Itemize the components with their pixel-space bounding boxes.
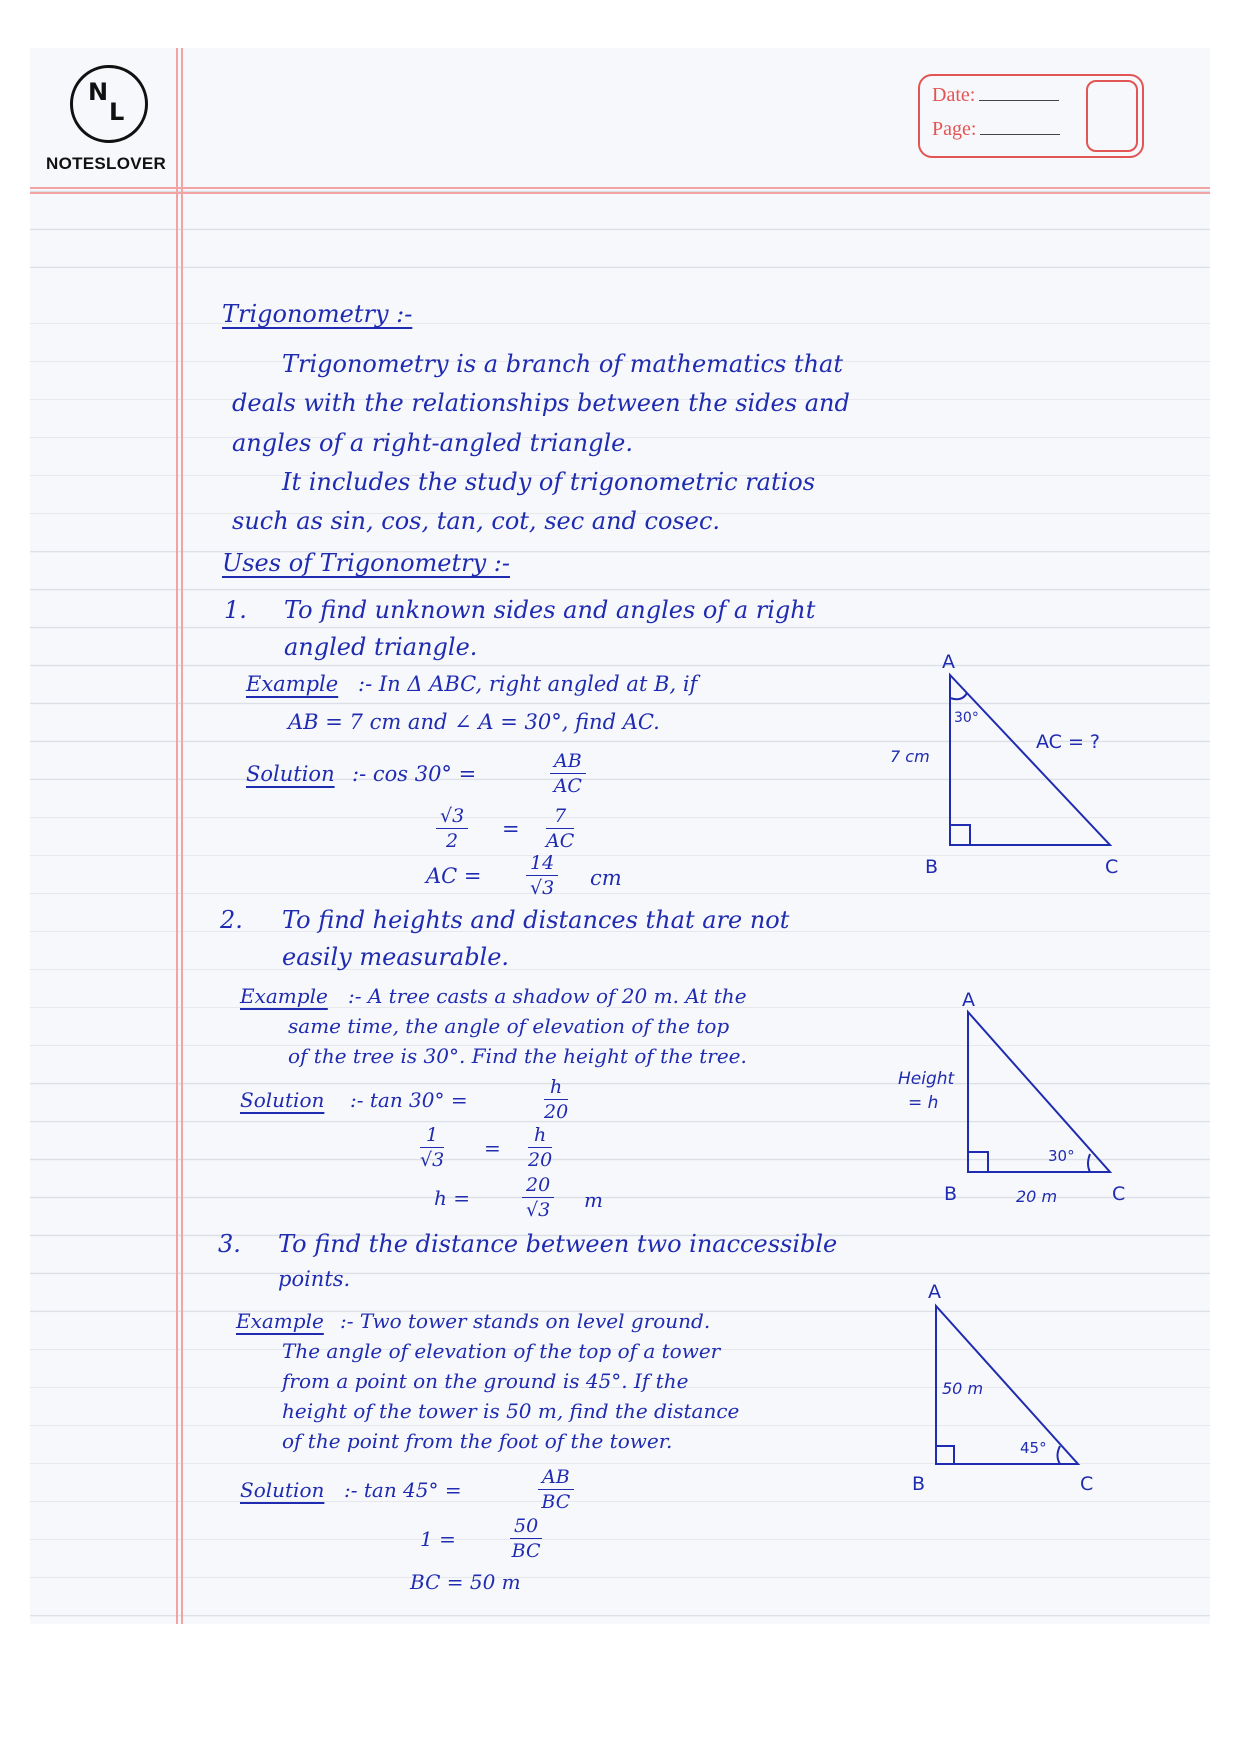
example-label: Example — [246, 672, 339, 696]
example-text: from a point on the ground is 45°. If the — [282, 1369, 689, 1393]
angle-label: 45° — [1020, 1439, 1047, 1457]
solution-label: Solution — [240, 1088, 325, 1112]
intro-line: It includes the study of trigonometric ratios — [282, 468, 816, 496]
solution-step: :- cos 30° = — [352, 762, 477, 786]
page-field: Page: — [932, 118, 1060, 141]
uses-heading: Uses of Trigonometry :- — [222, 549, 510, 577]
header-line — [30, 192, 1210, 194]
item-number: 3. — [218, 1230, 241, 1258]
equals-sign: = — [484, 1136, 501, 1160]
noteslover-logo: N L — [70, 65, 148, 143]
solution-step: 1 = — [420, 1527, 456, 1551]
item-text: To find heights and distances that are not — [282, 906, 790, 934]
page-title: Trigonometry :- — [222, 300, 413, 328]
item-text: points. — [278, 1267, 351, 1291]
vertex-b-label: B — [912, 1473, 926, 1495]
example-text: :- In Δ ABC, right angled at B, if — [358, 672, 698, 696]
solution-step: AC = — [426, 864, 482, 888]
vertex-c-label: C — [1080, 1473, 1094, 1495]
solution-label: Solution — [240, 1478, 325, 1502]
item-number: 1. — [224, 596, 247, 624]
unit: cm — [590, 866, 622, 890]
vertex-c-label: C — [1105, 856, 1119, 878]
angle-label: 30° — [1048, 1147, 1075, 1165]
fraction: $\frac{AB}{BC}$ — [538, 1466, 574, 1513]
date-page-box — [918, 74, 1144, 158]
vertex-a-label: A — [928, 1281, 941, 1303]
vertex-b-label: B — [925, 856, 939, 878]
intro-line: such as sin, cos, tan, cot, sec and cosec. — [232, 507, 721, 535]
example-text: height of the tower is 50 m, find the distance — [282, 1399, 740, 1423]
fraction: $\frac{√3}{2}$ — [436, 805, 468, 852]
fraction: $\frac{1}{√3}$ — [420, 1124, 445, 1171]
example-text: same time, the angle of elevation of the top — [288, 1014, 730, 1038]
fraction: $\frac{h}{20}$ — [544, 1076, 569, 1123]
solution-step: BC = 50 m — [410, 1570, 521, 1594]
example-label: Example — [240, 984, 328, 1008]
date-box-tab — [1086, 80, 1138, 152]
solution-step: :- tan 30° = — [350, 1088, 468, 1112]
vertex-b-label: B — [944, 1183, 958, 1205]
triangle-figure-1 — [880, 650, 1140, 880]
side-label: 7 cm — [890, 747, 930, 766]
fraction: $\frac{14}{√3}$ — [526, 852, 558, 899]
item-text: To find unknown sides and angles of a right — [284, 596, 816, 624]
solution-step: :- tan 45° = — [344, 1478, 462, 1502]
example-text: :- A tree casts a shadow of 20 m. At the — [348, 984, 747, 1008]
equals-sign: = — [502, 817, 520, 841]
height-value-label: = h — [908, 1093, 939, 1113]
triangle-figure-2 — [890, 982, 1140, 1212]
date-field: Date: — [932, 84, 1059, 107]
height-label: Height — [898, 1069, 955, 1089]
solution-label: Solution — [246, 762, 335, 786]
example-text: :- Two tower stands on level ground. — [340, 1309, 711, 1333]
intro-line: Trigonometry is a branch of mathematics that — [282, 350, 843, 378]
intro-line: deals with the relationships between the sides and — [232, 389, 850, 417]
example-text: of the tree is 30°. Find the height of the tree. — [288, 1044, 747, 1068]
item-text: angled triangle. — [284, 633, 478, 661]
header-line — [30, 187, 1210, 189]
angle-label: 30° — [954, 710, 979, 726]
fraction: $\frac{h}{20}$ — [528, 1124, 553, 1171]
item-text: To find the distance between two inaccessible — [278, 1230, 838, 1258]
unit: m — [584, 1188, 603, 1212]
side-label: 50 m — [942, 1379, 984, 1398]
intro-line: angles of a right-angled triangle. — [232, 429, 634, 457]
solution-step: h = — [434, 1186, 470, 1210]
example-text: AB = 7 cm and ∠ A = 30°, find AC. — [288, 710, 660, 734]
vertex-c-label: C — [1112, 1183, 1126, 1205]
brand-name: NOTESLOVER — [46, 154, 167, 173]
fraction: $\frac{20}{√3}$ — [522, 1174, 554, 1221]
example-text: The angle of elevation of the top of a tower — [282, 1339, 721, 1363]
triangle-figure-3 — [900, 1276, 1140, 1496]
fraction: $\frac{50}{BC}$ — [511, 1515, 541, 1562]
hypotenuse-label: AC = ? — [1036, 731, 1101, 753]
vertex-a-label: A — [942, 651, 955, 673]
example-text: of the point from the foot of the tower. — [282, 1429, 673, 1453]
item-number: 2. — [220, 906, 243, 934]
item-text: easily measurable. — [282, 943, 510, 971]
margin-line — [176, 48, 178, 1624]
fraction: $\frac{7}{AC}$ — [546, 805, 575, 852]
fraction: $\frac{AB}{AC}$ — [550, 750, 586, 797]
example-label: Example — [236, 1309, 324, 1333]
margin-line — [181, 48, 183, 1624]
base-label: 20 m — [1016, 1187, 1058, 1206]
vertex-a-label: A — [962, 989, 975, 1011]
